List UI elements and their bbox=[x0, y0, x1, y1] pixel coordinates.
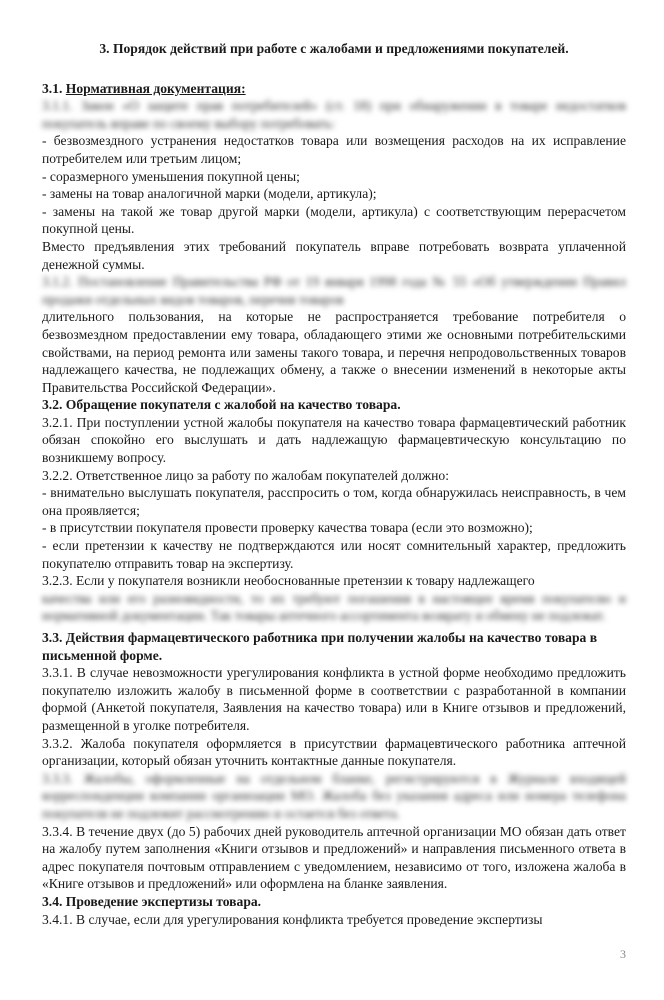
blurred-paragraph-3-1-2: 3.1.2. Постановление Правительства РФ от 19 января 1998 года № 55 «Об утверждении Правил продажи отдельных видов товаров, перечня товаров bbox=[42, 274, 626, 307]
list-item: - замены на товар аналогичной марки (модели, артикула); bbox=[42, 186, 377, 202]
subsection-3-1-number: 3.1. bbox=[42, 80, 63, 96]
list-item: - если претензии к качеству не подтверждаются или носят сомнительный характер, предложить покупателю отправить товар на экспертизу. bbox=[42, 538, 626, 571]
list-item: - безвозмездного устранения недостатков товара или возмещения расходов на их исправление потребителем или третьим лицом; bbox=[42, 133, 626, 166]
list-item: - внимательно выслушать покупателя, расспросить о том, когда обнаружилась неисправность, в чем она проявляется; bbox=[42, 485, 626, 518]
paragraph: длительного пользования, на которые не распространяется требование потребителя о безвозмездном предоставлении ему товара, обладающего этими же основными потребительскими свойствами, на период ремонта или замены такого товара, и перечня непродовольственных товаров надлежащего качества, не подлежащих обмену, а также о внесении изменений в некоторые акты Правительства Российской Федерации». bbox=[42, 309, 626, 395]
list-item: - в присутствии покупателя провести проверку качества товара (если это возможно); bbox=[42, 520, 533, 536]
subsection-3-4-heading bbox=[42, 893, 626, 911]
paragraph-3-4-1: 3.4.1. В случае, если для урегулирования конфликта требуется проведение экспертизы bbox=[42, 911, 543, 927]
subsection-3-1-title: Нормативная документация: bbox=[65, 80, 246, 96]
subsection-3-4-title: Проведение экспертизы товара. bbox=[65, 893, 262, 909]
page-number: 3 bbox=[620, 947, 626, 962]
blurred-paragraph-3-1-1: 3.1.1. Закон «О защите прав потребителей» (ст. 18) при обнаружении в товаре недостатков покупатель вправе по своему выбору потребовать: bbox=[42, 98, 626, 131]
list-item: - соразмерного уменьшения покупной цены; bbox=[42, 168, 300, 184]
subsection-3-1-heading bbox=[42, 80, 626, 98]
paragraph-3-3-2: 3.3.2. Жалоба покупателя оформляется в присутствии фармацевтического работника аптечной организации, который обязан уточнить контактные данные покупателя. bbox=[42, 735, 626, 769]
subsection-3-3-number: 3.3 bbox=[42, 630, 59, 645]
paragraph: Вместо предъявления этих требований покупатель вправе потребовать возврата уплаченной денежной суммы. bbox=[42, 238, 626, 272]
subsection-3-3-heading bbox=[42, 629, 626, 664]
subsection-3-2-heading: 3.2. Обращение покупателя с жалобой на качество товара. bbox=[42, 397, 401, 413]
subsection-3-3-title: . Действия фармацевтического работника при получении жалобы на качество товара в письменной форме. bbox=[42, 630, 598, 663]
section-title: 3. Порядок действий при работе с жалобами и предложениями покупателей. bbox=[99, 41, 569, 56]
paragraph-3-2-1: 3.2.1. При поступлении устной жалобы покупателя на качество товара фармацевтический работник обязан спокойно его выслушать и дать надлежащую фармацевтическую консультацию по возникшему вопросу. bbox=[42, 414, 626, 466]
blurred-paragraph-3-2-3: качества или его разновидности, то их требуют погашения в настоящее время покупателю и нормативной документации. Так товары аптечного ассортимента возврату и обмену не подлежат. bbox=[42, 590, 626, 624]
list-item: - замены на такой же товар другой марки (модели, артикула) с соответствующим перерасчетом покупной цены. bbox=[42, 203, 626, 237]
paragraph-3-2-3: 3.2.3. Если у покупателя возникли необоснованные претензии к товару надлежащего bbox=[42, 573, 535, 589]
subsection-3-4-number: 3.4. bbox=[42, 893, 63, 909]
paragraph-3-3-4: 3.3.4. В течение двух (до 5) рабочих дней руководитель аптечной организации МО обязан дать ответ на жалобу путем заполнения «Книги отзывов и предложений» и направления письменного ответа в адрес покупателя почтовым отправлением с уведомлением, независимо от того, изложена жалоба в «Книге отзывов и предложений» или оформлена на бланке заявления. bbox=[42, 823, 626, 892]
paragraph-3-2-2: 3.2.2. Ответственное лицо за работу по жалобам покупателей должно: bbox=[42, 467, 449, 483]
blurred-paragraph-3-3-3: 3.3.3. Жалобы, оформленные на отдельном бланке, регистрируются в Журнале входящей корреспонденции компании организации МО. Жалоба без указания адреса или номера телефона покупателя не подлежит рассмотрению и остается без ответа. bbox=[42, 770, 626, 821]
paragraph-3-3-1: 3.3.1. В случае невозможности урегулирования конфликта в устной форме необходимо предложить покупателю изложить жалобу в письменной форме в соответствии с разработанной в компании формой (Анкетой покупателя, Заявления на качество товара) или в Книге отзывов и предложений, размещенной в уголке потребителя. bbox=[42, 665, 626, 733]
